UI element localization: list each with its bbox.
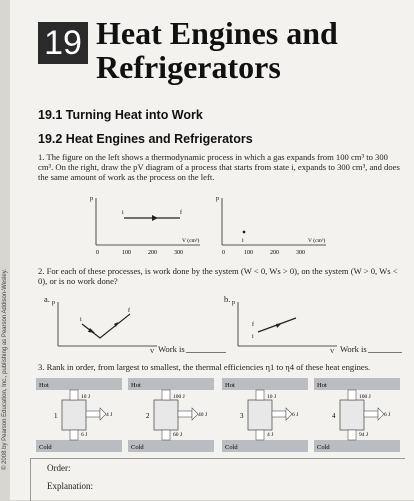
svg-text:V: V — [150, 349, 155, 354]
work-arrow — [364, 411, 378, 417]
heat-engine-1 — [36, 378, 122, 452]
engine-box — [154, 400, 178, 430]
qh-value: 10 J — [81, 394, 91, 400]
state-f-label: f — [180, 210, 182, 216]
chapter-title: Heat Engines and Refrigerators — [96, 15, 338, 85]
svg-text:Cold: Cold — [39, 444, 52, 451]
hot-reservoir — [314, 378, 400, 390]
svg-text:p: p — [216, 196, 219, 202]
q2a-work-is-label: Work is — [158, 344, 185, 354]
svg-text:f: f — [252, 322, 254, 328]
heat-engine-4 — [314, 378, 400, 452]
qc-arrow — [256, 430, 264, 440]
hot-reservoir — [128, 378, 214, 390]
work-value: 6 J — [384, 412, 391, 418]
svg-text:200: 200 — [148, 250, 157, 256]
process-arrow — [152, 215, 158, 221]
svg-text:Hot: Hot — [39, 382, 49, 389]
svg-text:300: 300 — [174, 250, 183, 256]
svg-text:Cold: Cold — [225, 444, 238, 451]
svg-text:i: i — [80, 317, 82, 323]
heat-engine-2 — [128, 378, 214, 452]
hot-reservoir — [222, 378, 308, 390]
qh-arrow — [256, 390, 264, 400]
qc-arrow — [348, 430, 356, 440]
engine-box — [62, 400, 86, 430]
work-arrow — [272, 411, 286, 417]
question-2-text: 2. For each of these processes, is work done by the system (W < 0, Ws > 0), on the system (W > 0, Ws < 0), or is no work done? — [38, 266, 398, 286]
svg-text:f: f — [128, 308, 130, 314]
svg-text:Cold: Cold — [317, 444, 330, 451]
section-19-1-heading: 19.1 Turning Heat into Work — [38, 108, 203, 122]
q2b-pv-diagram — [232, 296, 342, 354]
q2-part-b-label: b. — [224, 294, 231, 304]
qh-arrow — [348, 390, 356, 400]
qc-value: 4 J — [267, 432, 274, 438]
qh-arrow — [162, 390, 170, 400]
section-19-2-heading: 19.2 Heat Engines and Refrigerators — [38, 132, 253, 146]
svg-text:i: i — [242, 238, 244, 244]
q2b-answer-line[interactable] — [368, 352, 402, 353]
qh-value: 100 J — [359, 394, 371, 400]
hot-reservoir — [36, 378, 122, 390]
svg-text:V (cm³): V (cm³) — [308, 238, 326, 244]
svg-text:100: 100 — [244, 250, 253, 256]
workbook-page — [2, 0, 414, 500]
copyright-notice: © 2008 by Pearson Education, Inc., publishing as Pearson Addison-Wesley. — [2, 269, 8, 470]
axis-p-label: p — [90, 196, 93, 202]
engine-number: 3 — [240, 412, 244, 420]
work-arrow — [178, 411, 192, 417]
work-value: 4 J — [106, 412, 113, 418]
order-label: Order: — [47, 463, 71, 473]
qc-arrow — [162, 430, 170, 440]
answer-box[interactable] — [30, 458, 405, 501]
qc-value: 6 J — [81, 432, 88, 438]
heat-engine-3 — [222, 378, 308, 452]
engine-number: 4 — [332, 412, 336, 420]
qc-arrow — [70, 430, 78, 440]
engine-number: 1 — [54, 412, 58, 420]
work-arrow — [86, 411, 100, 417]
svg-text:0: 0 — [222, 250, 225, 256]
svg-text:100: 100 — [122, 250, 131, 256]
svg-text:p: p — [52, 300, 55, 306]
svg-text:Hot: Hot — [131, 382, 141, 389]
svg-text:p: p — [232, 300, 235, 306]
svg-text:300: 300 — [296, 250, 305, 256]
work-value: 6 J — [292, 412, 299, 418]
engine-box — [340, 400, 364, 430]
qc-value: 94 J — [359, 432, 369, 438]
chapter-number: 19 — [38, 22, 88, 64]
question-1-text: 1. The figure on the left shows a thermodynamic process in which a gas expands from 100 cm³ to 300 cm³. On the right, draw the pV diagram of a process that starts from state i, expands to 300 cm³, and does the same amount of work as the process on the left. — [38, 152, 400, 182]
engine-number: 2 — [146, 412, 150, 420]
qh-value: 100 J — [173, 394, 185, 400]
q2a-pv-diagram — [52, 296, 162, 354]
svg-text:V: V — [330, 349, 335, 354]
q2-part-a-label: a. — [44, 294, 50, 304]
state-i-point — [243, 231, 246, 234]
explanation-label: Explanation: — [47, 481, 93, 491]
engine-box — [248, 400, 272, 430]
q2b-work-is-label: Work is — [340, 344, 367, 354]
work-value: 40 J — [198, 412, 208, 418]
qh-arrow — [70, 390, 78, 400]
q2a-answer-line[interactable] — [186, 352, 226, 353]
qh-value: 10 J — [267, 394, 277, 400]
svg-text:i: i — [252, 334, 254, 340]
axis-v-label: V (cm³) — [182, 238, 200, 244]
svg-text:0: 0 — [96, 250, 99, 256]
svg-text:200: 200 — [270, 250, 279, 256]
svg-text:Hot: Hot — [225, 382, 235, 389]
state-i-label: i — [122, 210, 124, 216]
svg-text:Hot: Hot — [317, 382, 327, 389]
q1-left-pv-diagram — [88, 190, 208, 260]
qc-value: 60 J — [173, 432, 183, 438]
question-3-text: 3. Rank in order, from largest to smallest, the thermal efficiencies η1 to η4 of these heat engines. — [38, 362, 371, 372]
svg-text:Cold: Cold — [131, 444, 144, 451]
q1-right-pv-diagram[interactable] — [214, 190, 334, 260]
